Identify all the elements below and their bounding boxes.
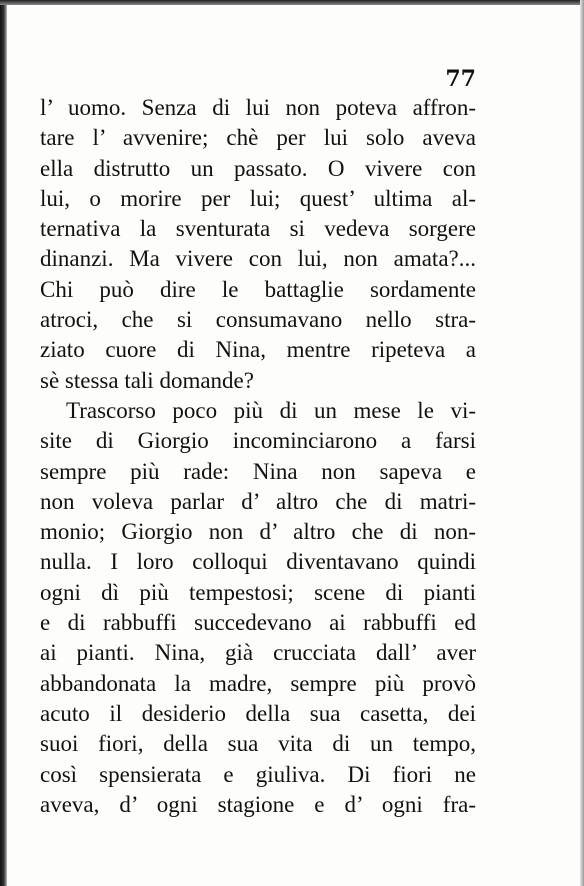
page-top-edge (0, 0, 584, 5)
text-line: abbandonata la madre, sempre più provò (40, 670, 476, 696)
text-line: ai pianti. Nina, già crucciata dall’ aver (40, 640, 476, 666)
text-line: sempre più rade: Nina non sapeva e (40, 458, 476, 484)
text-line: ziato cuore di Nina, mentre ripeteva a (40, 337, 476, 363)
text-line: site di Giorgio incominciarono a farsi (40, 428, 476, 454)
text-line: e di rabbuffi succedevano ai rabbuffi ed (40, 610, 476, 636)
text-line: l’ uomo. Senza di lui non poteva affron- (40, 95, 476, 120)
text-line: ogni dì più tempestosi; scene di pianti (40, 579, 476, 605)
text-line: Chi può dire le battaglie sordamente (40, 276, 476, 302)
text-line: ternativa la sventurata si vedeva sorgere (40, 216, 476, 242)
text-line: tare l’ avvenire; chè per lui solo aveva (40, 125, 476, 151)
text-line: atroci, che si consumavano nello stra- (40, 307, 476, 333)
page-number: 77 (445, 66, 476, 92)
text-line: sè stessa tali domande? (40, 367, 254, 393)
body-text (40, 93, 476, 820)
page-right-edge (580, 0, 584, 886)
text-line: così spensierata e giuliva. Di fiori ne (40, 761, 476, 787)
text-line: suoi fiori, della sua vita di un tempo, (40, 731, 476, 757)
text-line: acuto il desiderio della sua casetta, dei (40, 700, 476, 726)
text-line: nulla. I loro colloqui diventavano quindi (40, 549, 476, 575)
page-left-edge (0, 0, 7, 886)
text-line: ella distrutto un passato. O vivere con (40, 155, 476, 181)
text-line: non voleva parlar d’ altro che di matri- (40, 488, 476, 514)
text-line: Trascorso poco più di un mese le vi- (66, 397, 476, 423)
text-line: dinanzi. Ma vivere con lui, non amata?... (40, 246, 476, 272)
text-line: aveva, d’ ogni stagione e d’ ogni fra- (40, 791, 476, 817)
text-line: lui, o morire per lui; quest’ ultima al- (40, 185, 476, 211)
text-line: monio; Giorgio non d’ altro che di non- (40, 519, 476, 545)
